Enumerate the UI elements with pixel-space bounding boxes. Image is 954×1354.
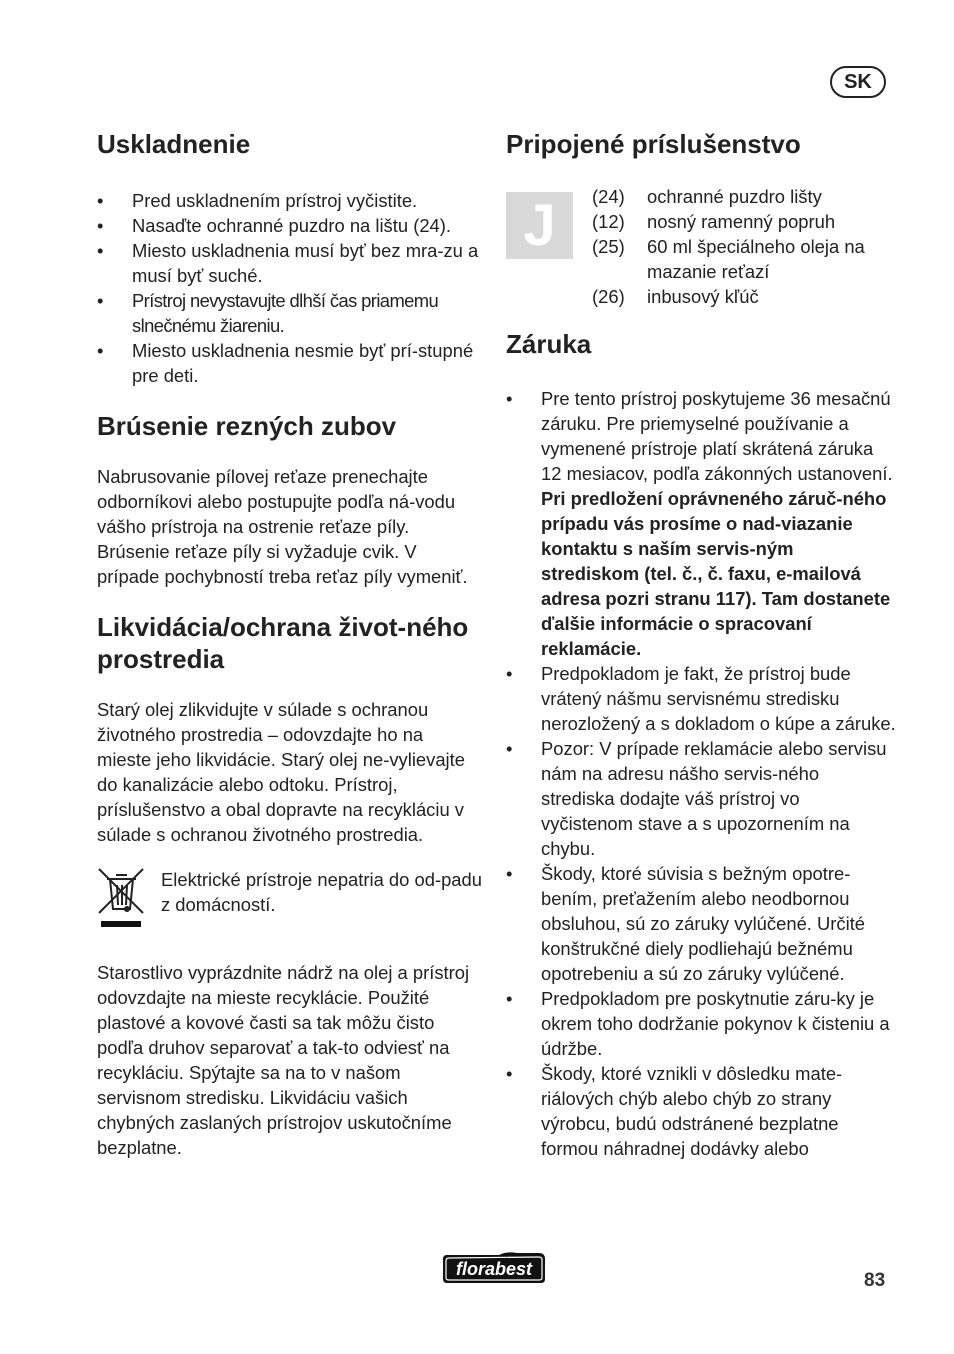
list-item: • Nasaďte ochranné puzdro na lištu (24). — [97, 213, 482, 238]
item-number: (24) — [592, 186, 625, 207]
item-text: 60 ml špeciálneho oleja na mazanie reťazí — [647, 236, 865, 282]
list-item — [506, 386, 896, 661]
item-text: inbusový kľúč — [647, 286, 759, 307]
weee-notice — [97, 867, 482, 934]
accessories-list — [592, 184, 902, 309]
page-number: 83 — [864, 1270, 886, 1291]
right-column — [506, 128, 896, 1159]
disposal-heading: Likvidácia/ochrana život-ného prostredia — [97, 612, 469, 674]
warranty-section — [506, 328, 896, 1161]
list-item: • Pozor: V prípade reklamácie alebo servisu nám na adresu nášho servis-ného strediska dodajte váš prístroj vo vyčistenom stave a s upozornením na chybu. — [506, 736, 896, 861]
language-badge: SK — [830, 66, 886, 98]
list-item: • Škody, ktoré vznikli v dôsledku mate-riálových chýb alebo chýb zo strany výrobcu, budú odstránené bezplatne formou náhradnej dodávky alebo — [506, 1061, 896, 1161]
warranty-heading: Záruka — [506, 329, 592, 359]
list-item: • Miesto uskladnenia nesmie byť prí-stupné pre deti. — [97, 338, 482, 388]
sharpening-heading: Brúsenie rezných zubov — [97, 411, 397, 441]
warranty-list — [506, 386, 896, 1161]
storage-heading: Uskladnenie — [97, 129, 251, 159]
warranty-contact-note: Pri predložení oprávneného záruč-ného prípadu vás prosíme o nad-viazanie kontaktu s naším servis-ným strediskom (tel. č., č. faxu, e-mailová adresa pozri stranu 117). Tam dostanete ďalšie informácie o spracovaní reklamácie. — [541, 488, 891, 659]
item-text: ochranné puzdro lišty — [647, 186, 822, 207]
list-item: • Predpokladom je fakt, že prístroj bude vrátený nášmu servisnému stredisku nerozložený a s dokladom o kúpe a záruke. — [506, 661, 896, 736]
accessories-heading: Pripojené príslušenstvo — [506, 129, 801, 159]
list-item — [592, 234, 902, 284]
disposal-text-2: Starostlivo vyprázdnite nádrž na olej a prístroj odovzdajte na mieste recyklácie. Použité plastové a kovové časti sa tak môžu čisto podľa druhov separovať a tak-to odviesť na recykláciu. Spýtajte sa na to v našom servisnom stredisku. Likvidáciu vašich chybných zaslaných prístrojov uskutočníme bezplatne. — [97, 962, 470, 1158]
item-number: (25) — [592, 236, 625, 257]
item-text: nosný ramenný popruh — [647, 211, 836, 232]
sharpening-text: Nabrusovanie pílovej reťaze prenechajte odborníkovi alebo postupujte podľa ná-vodu vášho prístroja na ostrenie reťaze píly. Brúsenie reťaze píly si vyžaduje cvik. V prípade pochybností treba reťaz píly vymeniť. — [97, 466, 468, 587]
list-item: • Miesto uskladnenia musí byť bez mra-zu a musí byť suché. — [97, 238, 482, 288]
weee-text: Elektrické prístroje nepatria do od-padu z domácností. — [161, 869, 482, 915]
list-item: • Predpokladom pre poskytnutie záru-ky je okrem toho dodržanie pokynov k čisteniu a údržbe. — [506, 986, 896, 1061]
florabest-logo — [439, 1249, 549, 1287]
accessories-letter-marker: J — [506, 192, 573, 259]
list-item — [592, 184, 902, 209]
item-number: (12) — [592, 211, 625, 232]
list-item: • Pred uskladnením prístroj vyčistite. — [97, 188, 482, 213]
logo-text: florabest — [455, 1259, 533, 1279]
item-number: (26) — [592, 286, 625, 307]
warranty-text: Pre tento prístroj poskytujeme 36 mesačnú záruku. Pre priemyselné používanie a vymenené prístroje platí skrátená záruka 12 mesiacov, podľa zákonných ustanovení. — [541, 388, 893, 484]
list-item — [592, 284, 902, 309]
list-item — [592, 209, 902, 234]
storage-list — [97, 188, 482, 388]
list-item: • Prístroj nevystavujte dlhší čas priamemu slnečnému žiareniu. — [97, 288, 482, 338]
list-item: • Škody, ktoré súvisia s bežným opotre-bením, preťažením alebo neodbornou obsluhou, sú zo záruky vylúčené. Určité konštrukčné diely podliehajú bežnému opotrebeniu a sú zo záruky vylúčené. — [506, 861, 896, 986]
disposal-text: Starý olej zlikvidujte v súlade s ochranou životného prostredia – odovzdajte ho na mieste jeho likvidácie. Starý olej ne-vylievajte do kanalizácie alebo odtoku. Prístroj, príslušenstvo a obal dopravte na recykláciu v súlade s ochranou životného prostredia. — [97, 699, 465, 845]
left-column — [97, 128, 482, 1160]
crossed-out-wheelie-bin-icon — [97, 867, 147, 934]
